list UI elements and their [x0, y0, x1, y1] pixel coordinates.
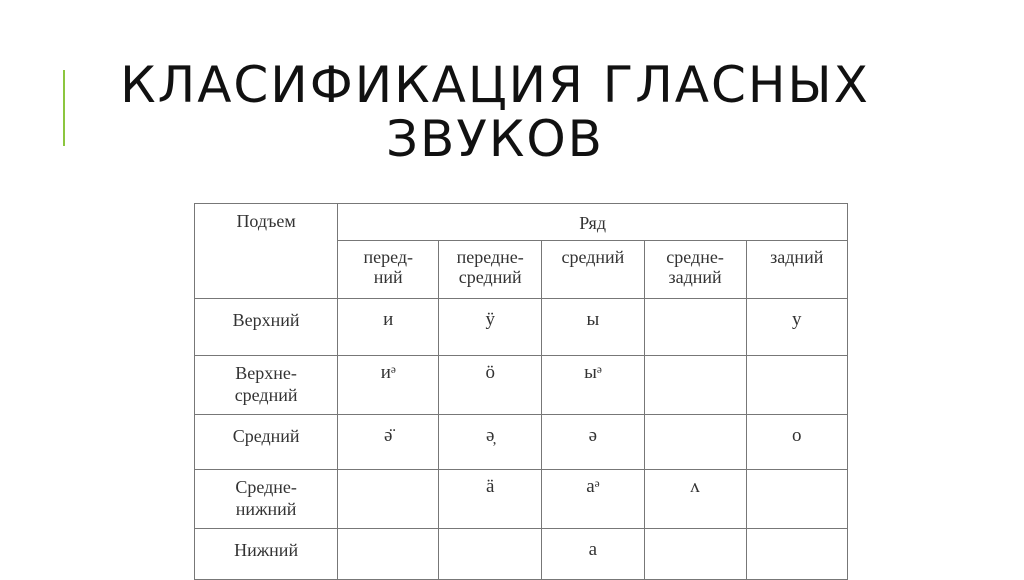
column-header-line: средний [458, 266, 522, 287]
column-header [542, 240, 644, 298]
table-cell: ӧ [439, 356, 542, 415]
table-cell: ə̦ [439, 415, 542, 470]
column-header-line: задний [770, 246, 824, 267]
table-cell: ӱ [439, 299, 542, 356]
row-label [195, 415, 338, 470]
row-label-line: Средне- [235, 477, 297, 497]
column-header [338, 240, 439, 298]
column-header-line: ний [373, 266, 403, 287]
table-cell: аᵊ [542, 470, 644, 529]
table-cell: ыᵊ [542, 356, 644, 415]
title-line-1: КЛАСИФИКАЦИЯ ГЛАСНЫХ [120, 56, 870, 114]
column-header [439, 240, 542, 298]
column-header [746, 240, 848, 298]
column-header-line: перед- [363, 246, 413, 267]
table-cell [338, 470, 439, 529]
column-header [644, 240, 746, 298]
table-cell [439, 529, 542, 580]
row-label-line: Верхне- [235, 363, 297, 383]
table-row [195, 415, 848, 470]
table-cell: о [746, 415, 848, 470]
table-cell: ы [542, 299, 644, 356]
table-cell [644, 529, 746, 580]
height-header: Подъем [195, 204, 338, 299]
column-header-line: передне- [456, 246, 524, 267]
row-label-line: средний [234, 385, 298, 405]
vowel-classification-table [194, 203, 848, 580]
table-cell: ə [542, 415, 644, 470]
table-cell [644, 415, 746, 470]
row-label [195, 356, 338, 415]
row-label [195, 529, 338, 580]
row-label-line: Верхний [232, 310, 300, 330]
table-cell: иᵊ [338, 356, 439, 415]
accent-bar [63, 70, 65, 146]
table-cell [746, 356, 848, 415]
table-cell [644, 299, 746, 356]
column-header-line: средне- [666, 246, 724, 267]
table-cell: ӓ [439, 470, 542, 529]
table-cell [746, 529, 848, 580]
row-header: Ряд [338, 204, 848, 241]
table-cell [338, 529, 439, 580]
row-label-line: Средний [232, 426, 300, 446]
table-cell: и [338, 299, 439, 356]
slide-title [100, 58, 890, 166]
table-row [195, 299, 848, 356]
table-cell [644, 356, 746, 415]
table-cell [746, 470, 848, 529]
table-cell: ə̈ [338, 415, 439, 470]
row-label [195, 299, 338, 356]
column-header-line: задний [668, 266, 722, 287]
row-label-line: Нижний [234, 540, 299, 560]
row-label [195, 470, 338, 529]
table-row [195, 529, 848, 580]
table-cell: у [746, 299, 848, 356]
table-row [195, 356, 848, 415]
title-line-2: ЗВУКОВ [386, 110, 604, 168]
row-label-line: нижний [235, 499, 297, 519]
column-header-line: средний [561, 246, 625, 267]
table-row [195, 470, 848, 529]
table-cell: а [542, 529, 644, 580]
table-cell: ʌ [644, 470, 746, 529]
